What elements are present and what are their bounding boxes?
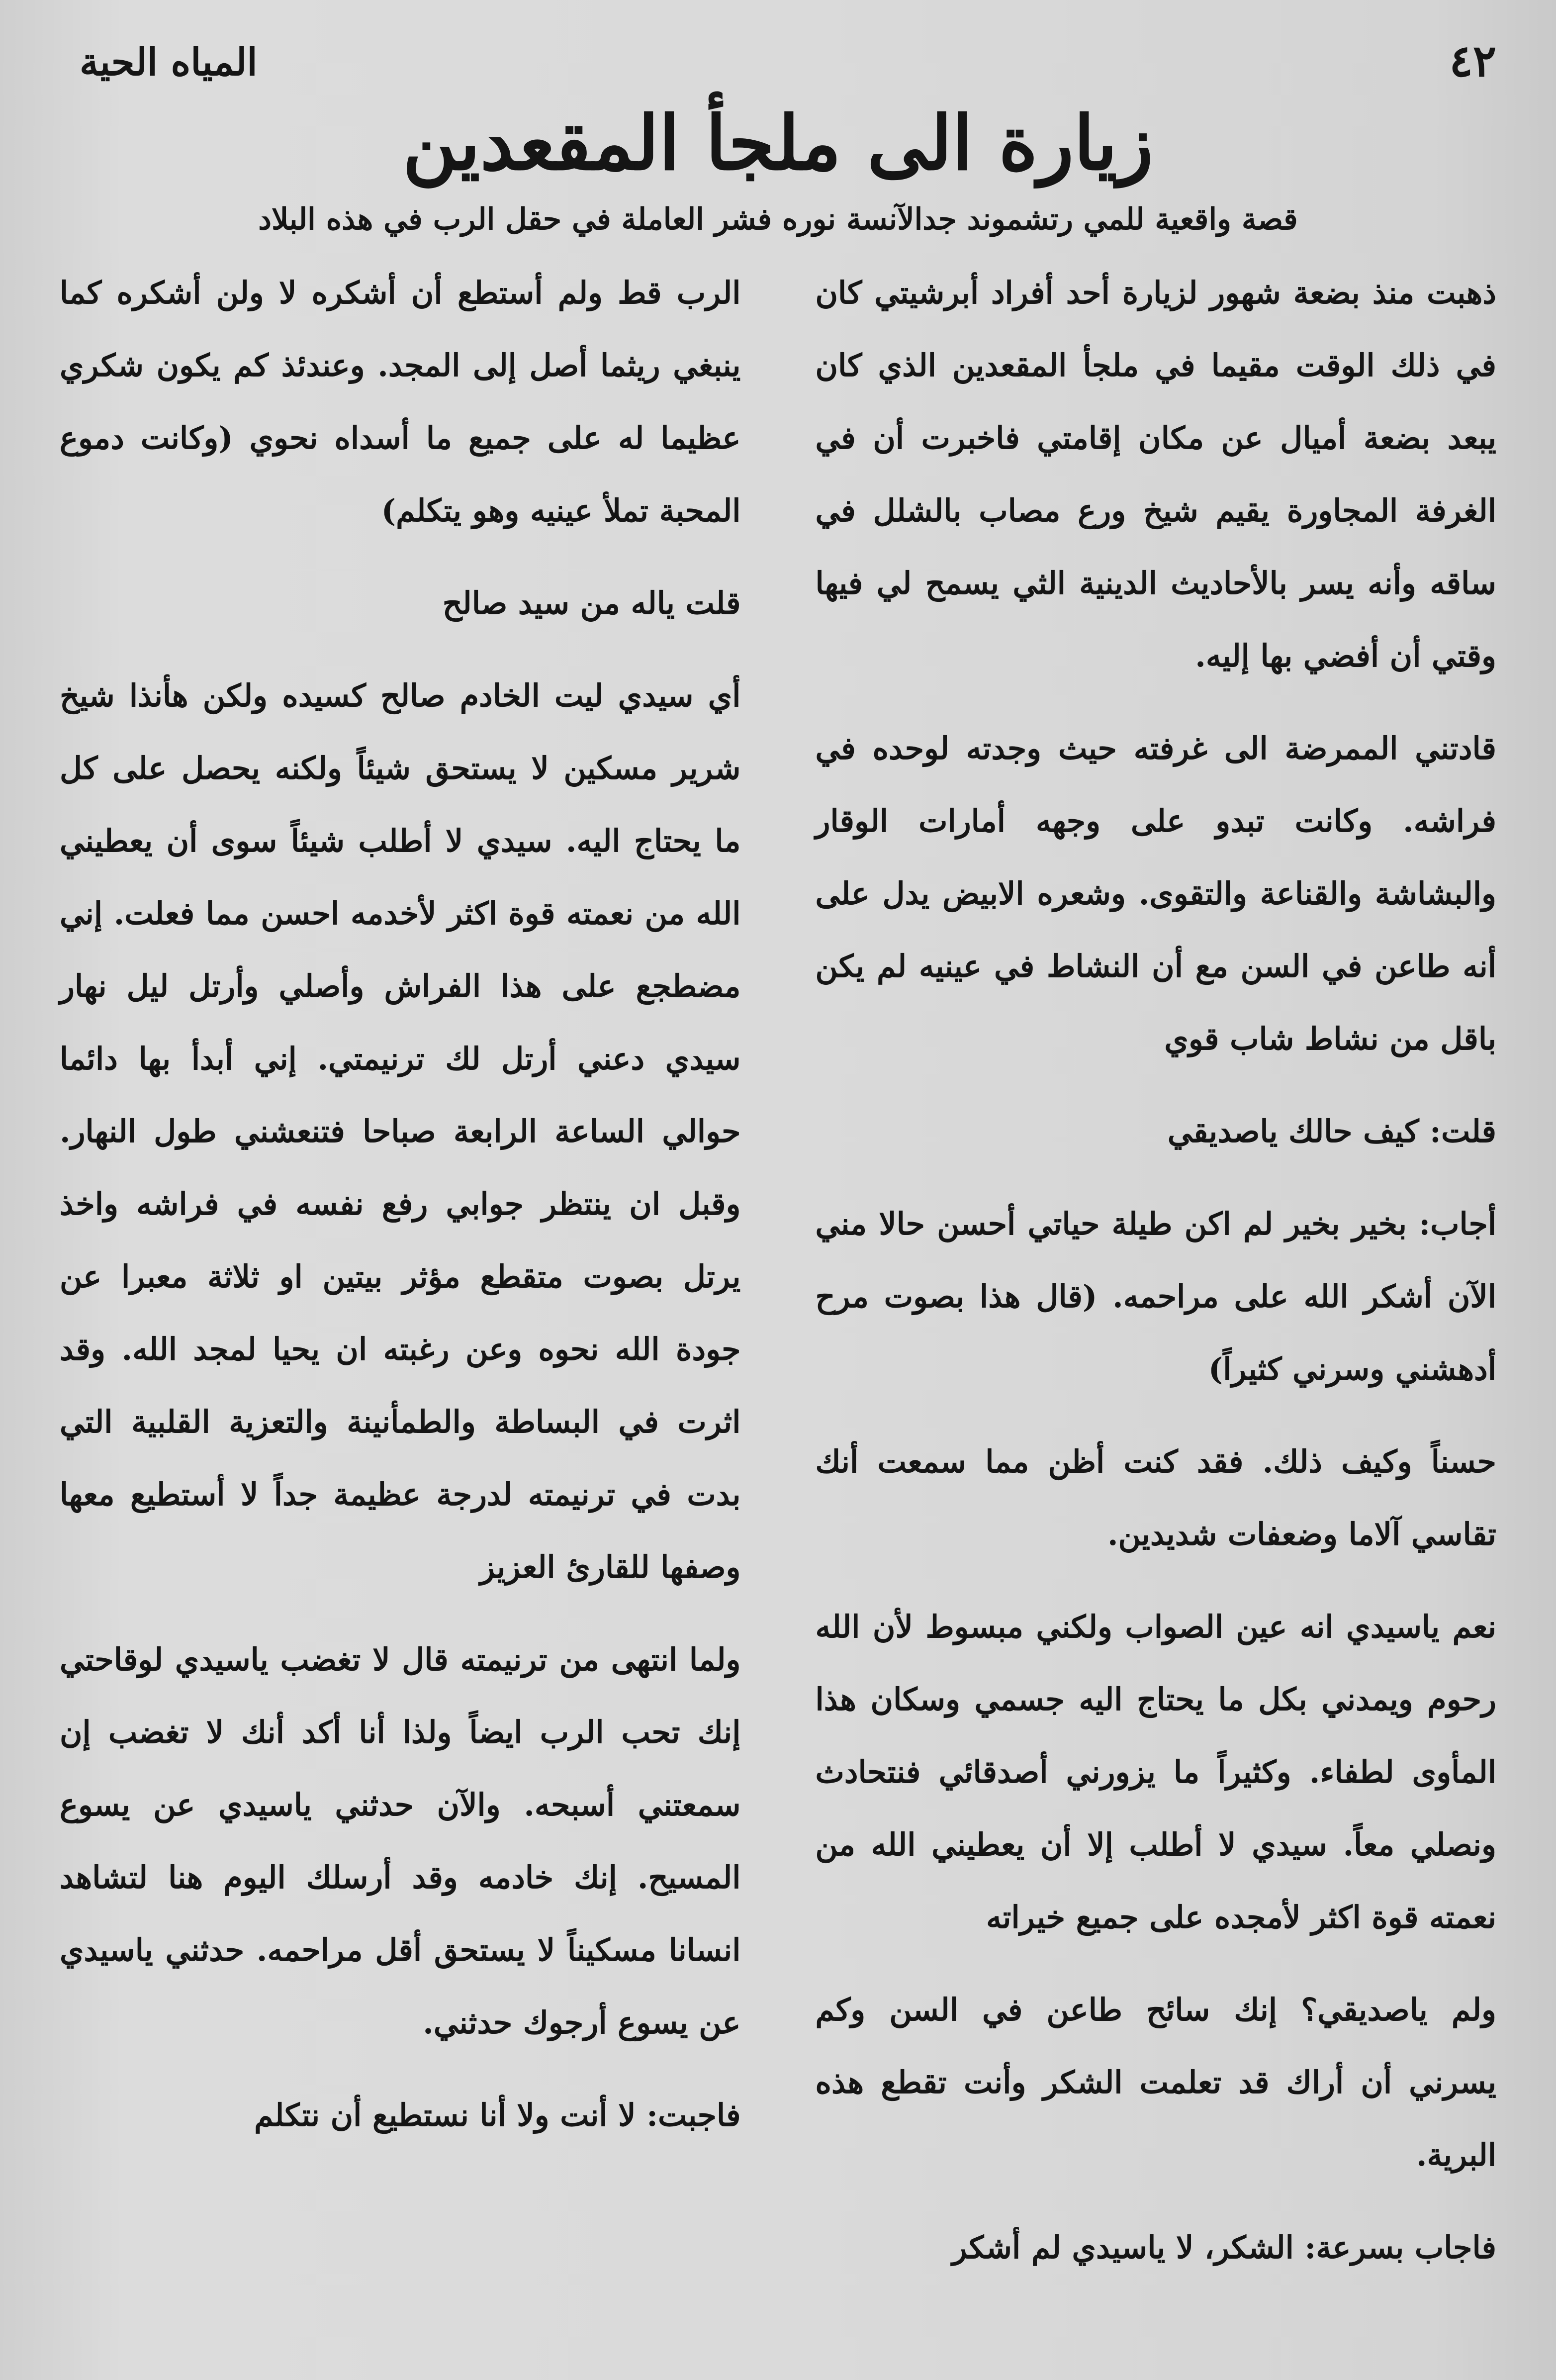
paragraph: ذهبت منذ بضعة شهور لزيارة أحد أفراد أبرشيتي كان في ذلك الوقت مقيما في ملجأ المقعدين الذي كان يبعد بضعة أميال عن مكان إقامتي فاخبرت أن في الغرفة المجاورة يقيم شيخ ورع مصاب بالشلل في ساقه وأنه يسر بالأحاديث الدينية الثي يسمح لي فيها وقتي أن أفضي بها إليه. xyxy=(815,275,1496,674)
paragraph: قادتني الممرضة الى غرفته حيث وجدته لوحده في فراشه. وكانت تبدو على وجهه أمارات الوقار والبشاشة والقناعة والتقوى. وشعره الابيض يدل على أنه طاعن في السن مع أن النشاط في عينيه لم يكن باقل من نشاط شاب قوي xyxy=(815,730,1496,1057)
paragraph: قلت ياله من سيد صالح xyxy=(442,585,741,621)
running-head: المياه الحية xyxy=(80,40,258,84)
paragraph: فاجبت: لا أنت ولا أنا نستطيع أن نتكلم xyxy=(254,2097,741,2133)
paragraph: الرب قط ولم أستطع أن أشكره لا ولن أشكره كما ينبغي ريثما أصل إلى المجد. وعندئذ كم يكون شكري عظيما له على جميع ما أسداه نحوي (وكانت دموع المحبة تملأ عينيه وهو يتكلم) xyxy=(60,275,741,529)
paragraph: قلت: كيف حالك ياصديقي xyxy=(1167,1113,1496,1149)
article-subtitle: قصة واقعية للمي رتشموند جدالآنسة نوره فشر العاملة في حقل الرب في هذه البلاد xyxy=(258,202,1298,237)
right-column xyxy=(816,257,1497,2304)
paragraph: ولم ياصديقي؟ إنك سائح طاعن في السن وكم يسرني أن أراك قد تعلمت الشكر وأنت تقطع هذه البرية. xyxy=(815,1992,1496,2173)
left-column xyxy=(60,257,741,2304)
page-number: ٤٢ xyxy=(1449,35,1496,87)
paragraph: نعم ياسيدي انه عين الصواب ولكني مبسوط لأن الله رحوم ويمدني بكل ما يحتاج اليه جسمي وسكان هذا المأوى لطفاء. وكثيراً ما يزورني أصدقائي فنتحادث ونصلي معاً. سيدي لا أطلب إلا أن يعطيني الله من نعمته قوة اكثر لأمجده على جميع خيراته xyxy=(815,1609,1496,1935)
paragraph: أجاب: بخير بخير لم اكن طيلة حياتي أحسن حالا مني الآن أشكر الله على مراحمه. (قال هذا بصوت مرح أدهشني وسرني كثيراً) xyxy=(815,1206,1496,1387)
paragraph: أي سيدي ليت الخادم صالح كسيده ولكن هأنذا شيخ شرير مسكين لا يستحق شيئاً ولكنه يحصل على كل ما يحتاج اليه. سيدي لا أطلب شيئاً سوى أن يعطيني الله من نعمته قوة اكثر لأخدمه احسن مما فعلت. إني مضطجع على هذا الفراش وأصلي وأرتل ليل نهار سيدي دعني أرتل لك ترنيمتي. إني أبدأ بها دائما حوالي الساعة الرابعة صباحا فتنعشني طول النهار. وقبل ان ينتظر جوابي رفع نفسه في فراشه واخذ يرتل بصوت متقطع مؤثر بيتين او ثلاثة معبرا عن جودة الله نحوه وعن رغبته ان يحيا لمجد الله. وقد اثرت في البساطة والطمأنينة والتعزية القلبية التي بدت في ترنيمته لدرجة عظيمة جداً لا أستطيع معها وصفها للقارئ العزيز xyxy=(60,677,741,1585)
text-columns xyxy=(60,257,1496,2304)
article-title: زيارة الى ملجأ المقعدين xyxy=(402,99,1154,187)
paragraph: ولما انتهى من ترنيمته قال لا تغضب ياسيدي لوقاحتي إنك تحب الرب ايضاً ولذا أنا أكد أنك لا تغضب إن سمعتني أسبحه. والآن حدثني ياسيدي عن يسوع المسيح. إنك خادمه وقد أرسلك اليوم هنا لتشاهد انسانا مسكيناً لا يستحق أقل مراحمه. حدثني ياسيدي عن يسوع أرجوك حدثني. xyxy=(60,1641,741,2041)
header-line xyxy=(60,35,1496,95)
paragraph: حسناً وكيف ذلك. فقد كنت أظن مما سمعت أنك تقاسي آلاما وضعفات شديدين. xyxy=(815,1443,1496,1552)
paragraph: فاجاب بسرعة: الشكر، لا ياسيدي لم أشكر xyxy=(952,2229,1496,2266)
